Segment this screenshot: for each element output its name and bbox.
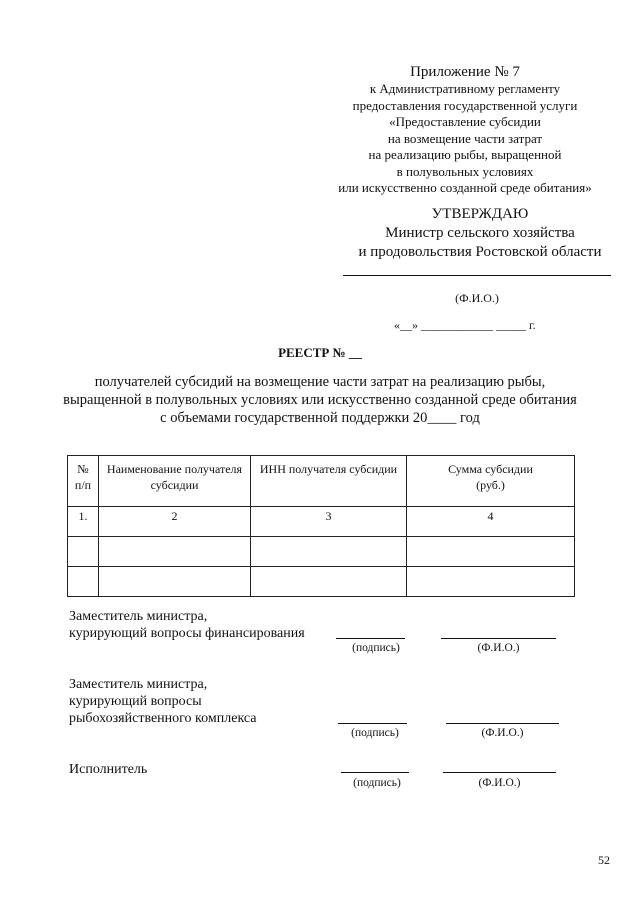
signatory-line: Исполнитель [69, 762, 148, 777]
table-row [68, 537, 575, 567]
appendix-line: на возмещение части затрат [387, 130, 543, 146]
sign-caption: (подпись) [352, 642, 400, 654]
column-header-number: № п/п [68, 456, 99, 507]
signatory-line: Заместитель министра, [69, 677, 208, 692]
fio-line [441, 638, 556, 639]
table-cell: 4 [407, 507, 575, 537]
fio-caption: (Ф.И.О.) [477, 642, 520, 654]
appendix-line: на реализацию рыбы, выращенной [368, 147, 562, 162]
table-cell [68, 567, 99, 597]
signatory-deputy-fishery [69, 676, 257, 727]
signatory-deputy-finance [69, 608, 305, 642]
appendix-title: Приложение № 7 [410, 64, 520, 80]
table-header-row [68, 456, 575, 507]
page-number: 52 [598, 853, 610, 867]
approval-block [330, 205, 630, 262]
sign-caption: (подпись) [351, 727, 399, 739]
approval-fio-caption: (Ф.И.О.) [455, 291, 499, 305]
table-cell [407, 537, 575, 567]
table-row [68, 567, 575, 597]
signatory-line: рыбохозяйственного комплекса [69, 711, 257, 726]
table-cell [251, 567, 407, 597]
signature-line [341, 772, 409, 773]
approval-title: УТВЕРЖДАЮ [431, 206, 529, 222]
appendix-line: к Административному регламенту [369, 81, 561, 96]
signatory-executor [69, 761, 147, 778]
fio-line [443, 772, 556, 773]
appendix-line: «Предоставление субсидии [389, 114, 541, 129]
appendix-line: или искусственно созданной среде обитания» [338, 180, 592, 195]
registry-subtitle-line: получателей субсидий на возмещение части затрат на реализацию рыбы, [94, 374, 546, 390]
approval-position-line: Министр сельского хозяйства [385, 225, 575, 241]
signatory-line: Заместитель министра, [69, 609, 208, 624]
fio-caption: (Ф.И.О.) [481, 727, 524, 739]
table-cell [407, 567, 575, 597]
table-cell: 1. [68, 507, 99, 537]
appendix-line: в полувольных условиях [396, 163, 534, 179]
table-cell [99, 567, 251, 597]
signature-line [338, 723, 407, 724]
appendix-header [300, 63, 630, 197]
approval-position-line: и продовольствия Ростовской области [358, 244, 602, 260]
registry-subtitle [40, 373, 600, 427]
registry-subtitle-line: с объемами государственной поддержки 20____ год [160, 410, 480, 426]
sign-caption: (подпись) [353, 777, 401, 789]
registry-table [67, 455, 575, 597]
table-cell [99, 537, 251, 567]
fio-line [446, 723, 559, 724]
table-cell [68, 537, 99, 567]
column-header-amount: Сумма субсидии (руб.) [407, 456, 575, 507]
fio-caption: (Ф.И.О.) [478, 777, 521, 789]
registry-title: РЕЕСТР № __ [278, 345, 362, 360]
table-cell [251, 537, 407, 567]
approval-date-line: «__» ____________ _____ г. [394, 318, 536, 332]
signatory-line: курирующий вопросы финансирования [69, 626, 305, 641]
registry-subtitle-line: выращенной в полувольных условиях или искусственно созданной среде обитания [63, 392, 577, 408]
signature-line [336, 638, 405, 639]
column-header-inn: ИНН получателя субсидии [251, 456, 407, 507]
signatory-line: курирующий вопросы [69, 694, 202, 709]
table-cell: 3 [251, 507, 407, 537]
table-cell: 2 [99, 507, 251, 537]
appendix-line: предоставления государственной услуги [352, 97, 578, 113]
column-header-recipient: Наименование получателя субсидии [99, 456, 251, 507]
approval-signature-line [343, 275, 611, 276]
table-row [68, 507, 575, 537]
